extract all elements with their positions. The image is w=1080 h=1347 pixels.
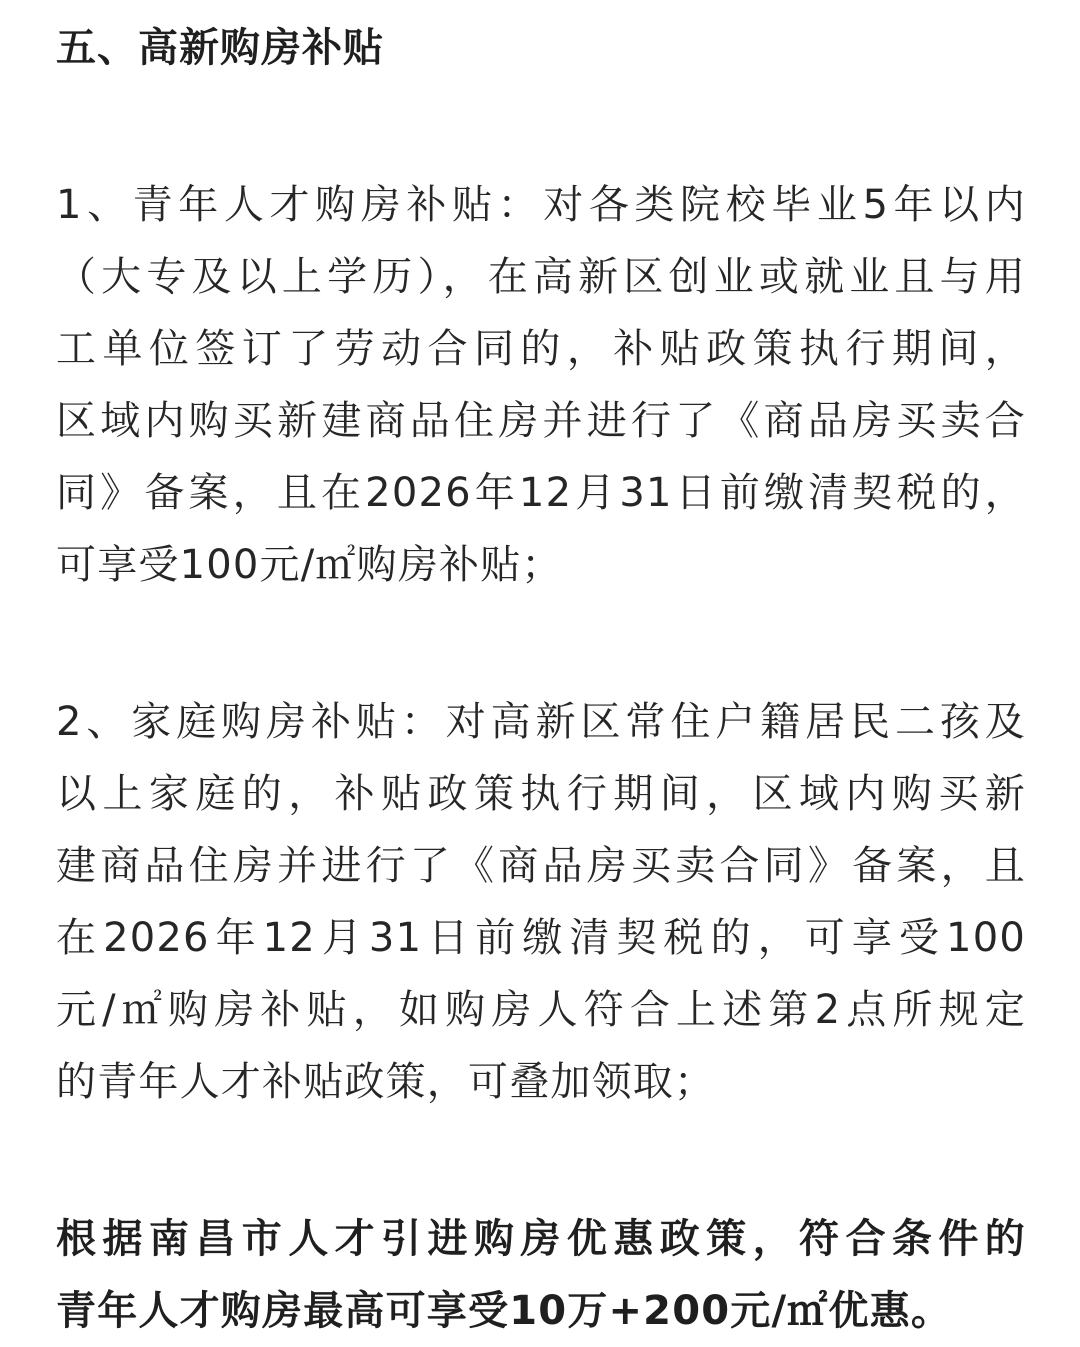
spacer — [56, 601, 1026, 686]
paragraph-line: 区域内购买新建商品住房并进行了《商品房买卖合 — [56, 398, 1026, 444]
paragraph-line: 元/㎡购房补贴，如购房人符合上述第2点所规定 — [56, 987, 1026, 1033]
paragraph-line: 1、青年人才购房补贴：对各类院校毕业5年以内 — [56, 182, 1026, 228]
paragraph-line: 可享受100元/㎡购房补贴； — [56, 542, 563, 588]
paragraph-line: 在2026年12月31日前缴清契税的，可享受100 — [56, 915, 1026, 961]
paragraph-line: 2、家庭购房补贴：对高新区常住户籍居民二孩及 — [56, 699, 1026, 745]
paragraph-youth-talent-subsidy — [56, 169, 1026, 601]
section-title: 五、高新购房补贴 — [56, 25, 384, 71]
summary-line: 根据南昌市人才引进购房优惠政策，符合条件的 — [56, 1216, 1026, 1262]
paragraph-line: 以上家庭的，补贴政策执行期间，区域内购买新 — [56, 771, 1026, 817]
summary-paragraph — [56, 1203, 1026, 1347]
paragraph-line: （大专及以上学历），在高新区创业或就业且与用 — [56, 254, 1026, 300]
summary-line: 青年人才购房最高可享受10万+200元/㎡优惠。 — [56, 1288, 953, 1334]
spacer — [56, 1118, 1026, 1203]
spacer — [56, 84, 1026, 169]
paragraph-family-subsidy — [56, 686, 1026, 1118]
paragraph-line: 建商品住房并进行了《商品房买卖合同》备案，且 — [56, 843, 1026, 889]
paragraph-line: 的青年人才补贴政策，可叠加领取； — [56, 1059, 716, 1105]
paragraph-line: 工单位签订了劳动合同的，补贴政策执行期间， — [56, 326, 1026, 372]
article-body — [56, 12, 1026, 1347]
paragraph-line: 同》备案，且在2026年12月31日前缴清契税的， — [56, 470, 1026, 516]
